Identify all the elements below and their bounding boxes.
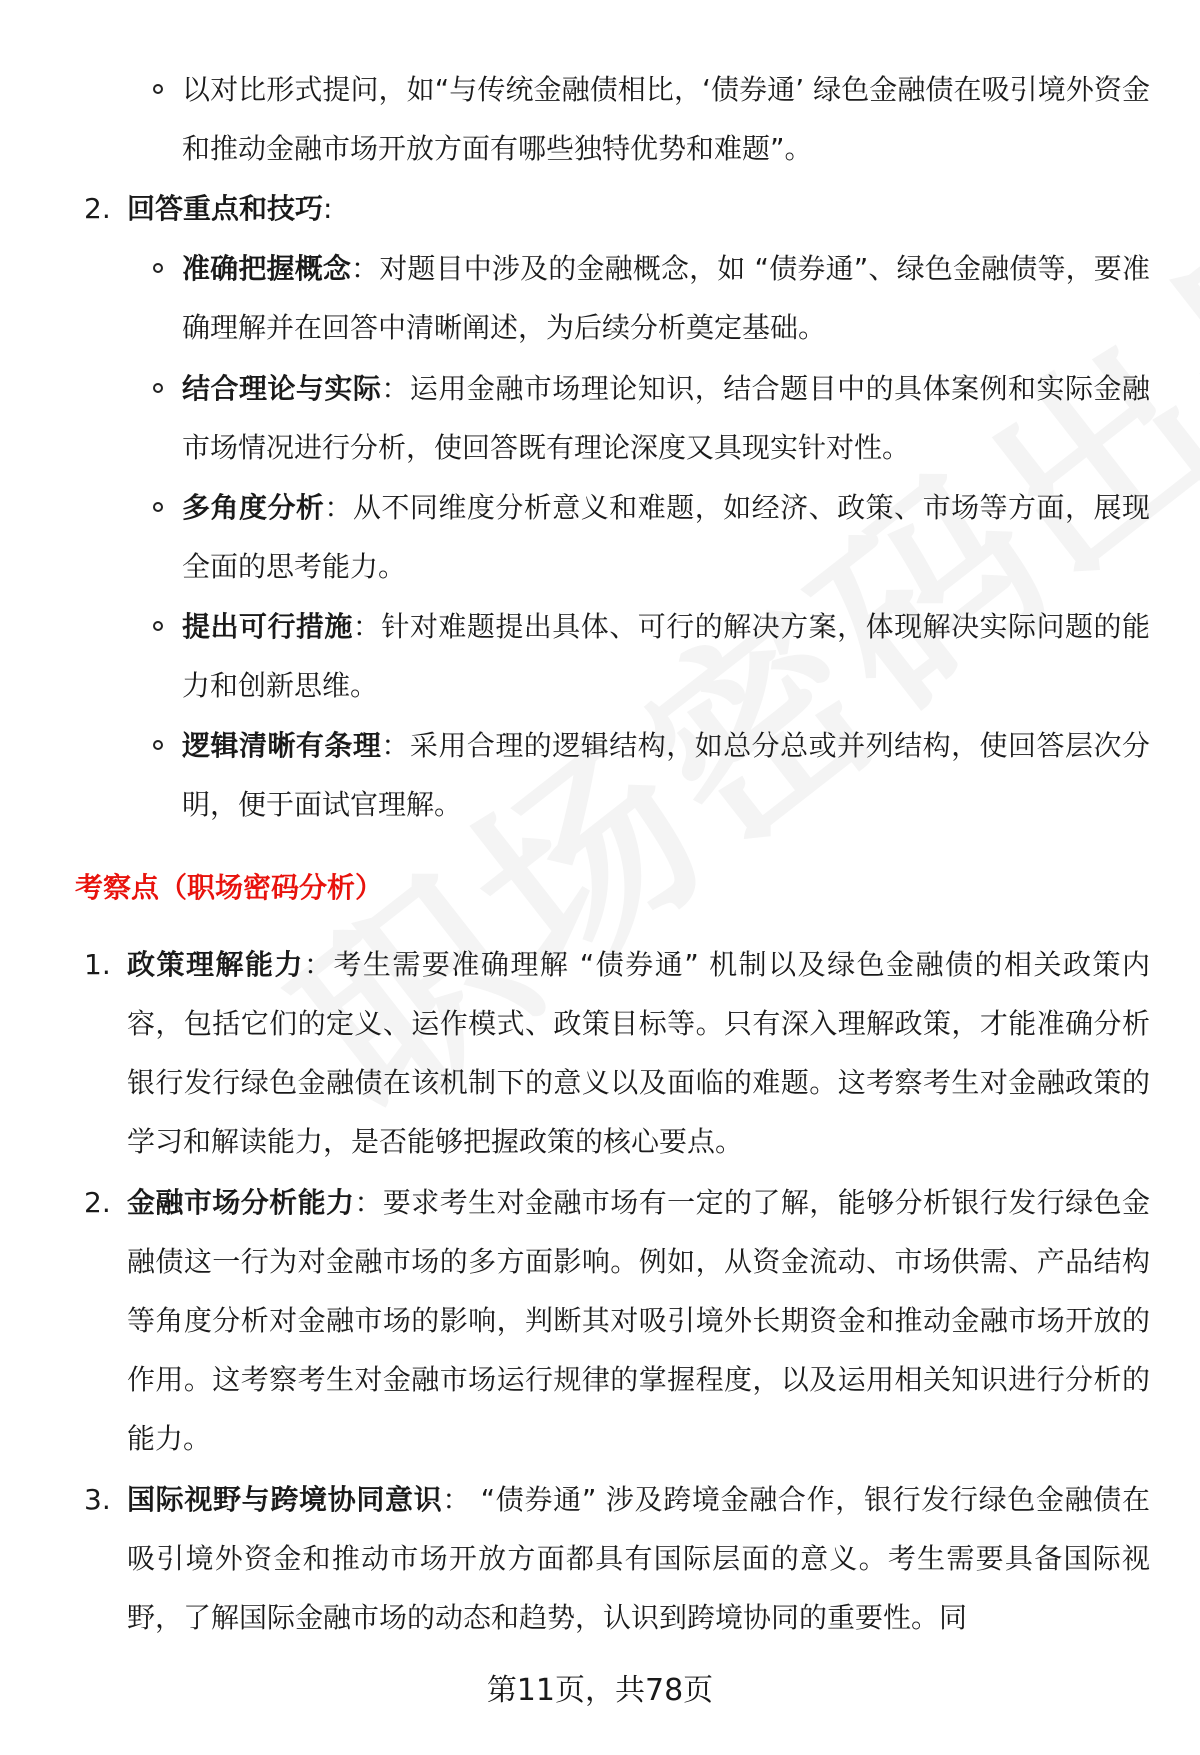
bullet-circle — [153, 502, 163, 512]
list-number: 3. — [84, 1483, 111, 1516]
answer-item-title: 结合理论与实际 — [182, 372, 382, 405]
list-number: 2. — [84, 192, 111, 225]
answer-section-heading: 回答重点和技巧: — [127, 192, 333, 225]
answer-section-title: 回答重点和技巧 — [127, 192, 324, 225]
answer-item-title: 逻辑清晰有条理 — [182, 729, 382, 762]
answer-item: 逻辑清晰有条理：采用合理的逻辑结构，如总分总或并列结构，使回答层次分明，便于面试官理解。 — [182, 729, 1150, 821]
answer-item-title: 准确把握概念 — [182, 252, 352, 285]
bullet-circle — [153, 84, 163, 94]
bullet-circle — [153, 383, 163, 393]
list-number: 1. — [84, 948, 111, 981]
exam-item: 国际视野与跨境协同意识： “债券通” 涉及跨境金融合作，银行发行绿色金融债在吸引境外资金和推动市场开放方面都具有国际层面的意义。考生需要具备国际视野，了解国际金融市场的动态和趋势，认识到跨境协同的重要性。同 — [127, 1483, 1150, 1634]
answer-item-title: 提出可行措施 — [182, 610, 353, 643]
exam-item: 政策理解能力：考生需要准确理解 “债券通” 机制以及绿色金融债的相关政策内容，包括它们的定义、运作模式、政策目标等。只有深入理解政策，才能准确分析银行发行绿色金融债在该机制下的意义以及面临的难题。这考察考生对金融政策的学习和解读能力，是否能够把握政策的核心要点。 — [127, 948, 1150, 1158]
exam-item: 金融市场分析能力：要求考生对金融市场有一定的了解，能够分析银行发行绿色金融债这一行为对金融市场的多方面影响。例如，从资金流动、市场供需、产品结构等角度分析对金融市场的影响，判断其对吸引境外长期资金和推动金融市场开放的作用。这考察考生对金融市场运行规律的掌握程度，以及运用相关知识进行分析的能力。 — [127, 1186, 1150, 1455]
list-number: 2. — [84, 1186, 111, 1219]
top-bullet-text: 以对比形式提问，如“与传统金融债相比，‘债券通’ 绿色金融债在吸引境外资金和推动金融市场开放方面有哪些独特优势和难题”。 — [182, 73, 1150, 165]
exam-item-title: 政策理解能力 — [127, 948, 304, 981]
answer-item: 多角度分析：从不同维度分析意义和难题，如经济、政策、市场等方面，展现全面的思考能力。 — [182, 491, 1150, 583]
page-footer: 第11页，共78页 — [486, 1673, 714, 1708]
exam-item-title: 国际视野与跨境协同意识 — [127, 1483, 443, 1516]
answer-item-title: 多角度分析 — [182, 491, 325, 524]
answer-item: 结合理论与实际：运用金融市场理论知识，结合题目中的具体案例和实际金融市场情况进行分析，使回答既有理论深度又具现实针对性。 — [182, 372, 1150, 464]
answer-item: 准确把握概念：对题目中涉及的金融概念，如 “债券通”、绿色金融债等，要准确理解并在回答中清晰阐述，为后续分析奠定基础。 — [182, 252, 1150, 344]
answer-item: 提出可行措施：针对难题提出具体、可行的解决方案，体现解决实际问题的能力和创新思维。 — [182, 610, 1150, 702]
bullet-circle — [153, 263, 163, 273]
exam-item-title: 金融市场分析能力 — [127, 1186, 355, 1219]
bullet-circle — [153, 621, 163, 631]
bullet-circle — [153, 740, 163, 750]
section-title: 考察点（职场密码分析） — [75, 871, 384, 904]
